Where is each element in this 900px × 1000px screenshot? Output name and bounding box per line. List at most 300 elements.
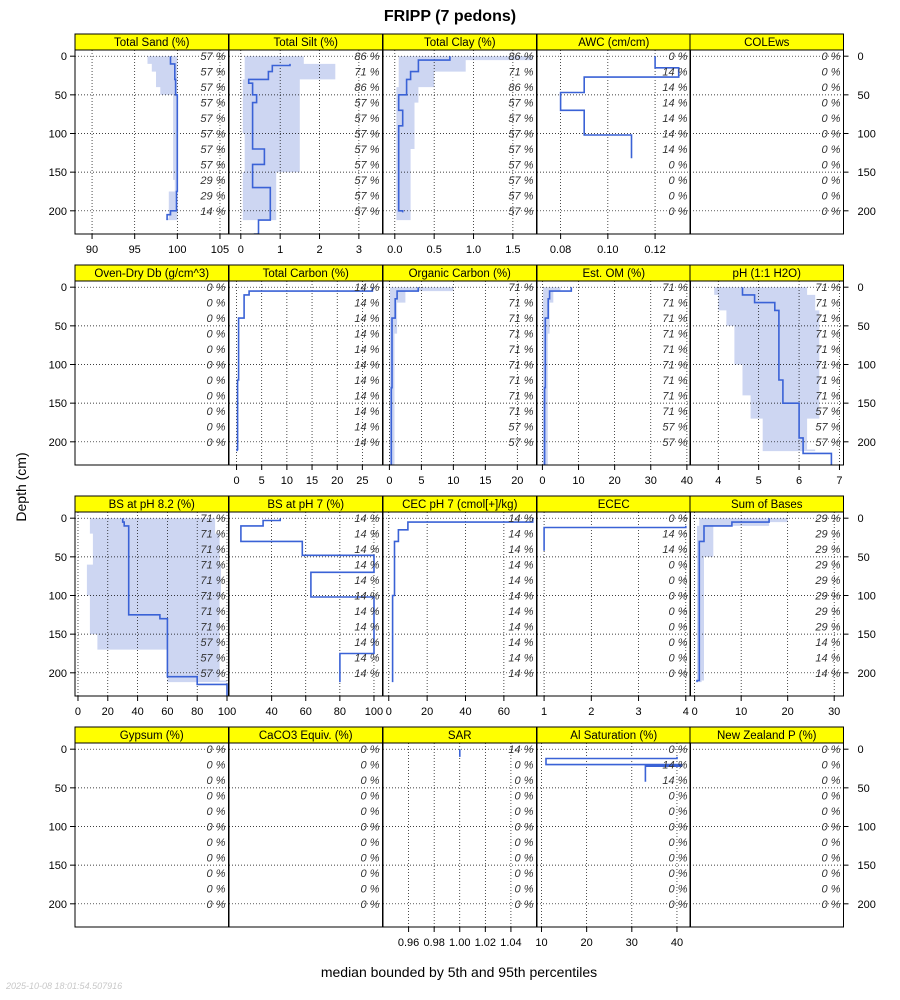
x-tick-label: 5 (258, 475, 265, 487)
y-tick-label: 200 (48, 436, 67, 449)
x-tick-label: 1.00 (449, 937, 471, 949)
pct-label: 0 % (360, 744, 380, 757)
pct-label: 0 % (206, 297, 226, 310)
pct-label: 29 % (200, 190, 226, 203)
pct-label: 0 % (206, 852, 226, 865)
panel-oven-dry-db (49, 265, 229, 465)
pct-label: 57 % (200, 143, 226, 156)
pct-label: 57 % (815, 405, 841, 418)
pct-label: 71 % (815, 390, 841, 403)
pct-label: 71 % (815, 313, 841, 326)
pct-label: 0 % (668, 898, 688, 911)
pct-label: 0 % (821, 128, 841, 141)
pct-label: 57 % (662, 436, 688, 449)
y-tick-label: 150 (48, 629, 67, 642)
pct-label: 57 % (200, 113, 226, 126)
pct-label: 57 % (200, 667, 226, 680)
x-tick-label: 20 (608, 475, 621, 487)
pct-label: 0 % (206, 405, 226, 418)
pct-label: 0 % (668, 159, 688, 172)
x-tick-label: 0 (74, 706, 82, 718)
pct-label: 29 % (815, 513, 841, 526)
x-tick-label: 30 (625, 937, 638, 949)
pct-label: 0 % (668, 51, 688, 64)
pct-label: 29 % (815, 605, 841, 618)
pct-label: 14 % (508, 621, 534, 634)
panel-gypsum (49, 727, 229, 927)
pct-label: 57 % (200, 66, 226, 79)
y-tick-label: 100 (48, 590, 67, 603)
pct-label: 0 % (206, 898, 226, 911)
y-tick-label: 100 (857, 590, 876, 603)
pct-label: 57 % (354, 159, 380, 172)
x-tick-label: 90 (85, 244, 99, 256)
pct-label: 57 % (508, 174, 534, 187)
x-tick-label: 0.5 (426, 244, 442, 256)
pct-label: 71 % (662, 297, 688, 310)
pct-label: 57 % (508, 113, 534, 126)
panel-frame (690, 743, 844, 927)
y-tick-label: 50 (54, 551, 67, 564)
pct-label: 0 % (514, 821, 534, 834)
x-tick-label: 105 (210, 244, 230, 256)
pct-label: 29 % (815, 544, 841, 557)
pct-label: 0 % (821, 143, 841, 156)
y-tick-label: 150 (857, 167, 876, 180)
x-tick-label: 5 (755, 475, 762, 487)
pct-label: 57 % (354, 143, 380, 156)
pct-label: 71 % (200, 559, 226, 572)
y-axis-label: Depth (cm) (13, 452, 29, 522)
x-axis-label: median bounded by 5th and 95th percentiles (320, 964, 598, 980)
panel-colews (690, 34, 876, 234)
pct-label: 0 % (668, 174, 688, 187)
pct-label: 0 % (821, 190, 841, 203)
strip-label: Total Silt (%) (273, 37, 339, 49)
x-tick-label: 15 (305, 475, 319, 487)
panel-awc (537, 34, 691, 256)
percentile-band (148, 56, 178, 220)
strip-label: Est. OM (%) (582, 268, 646, 280)
pct-label: 71 % (662, 313, 688, 326)
strip-label: Total Clay (%) (423, 37, 496, 49)
pct-label: 0 % (514, 867, 534, 880)
panel-total-clay (383, 34, 537, 256)
timestamp: 2025-10-08 18:01:54.507916 (6, 981, 123, 991)
y-tick-label: 150 (857, 629, 876, 642)
pct-label: 57 % (508, 205, 534, 218)
y-tick-label: 0 (857, 744, 864, 757)
y-tick-label: 150 (48, 860, 67, 873)
pct-label: 14 % (200, 205, 226, 218)
pct-label: 14 % (508, 513, 534, 526)
x-tick-label: 95 (128, 244, 141, 256)
x-tick-label: 0.12 (644, 244, 666, 256)
strip-label: AWC (cm/cm) (578, 37, 650, 49)
pct-label: 14 % (354, 559, 380, 572)
x-tick-label: 20 (580, 937, 593, 949)
pct-label: 14 % (815, 636, 841, 649)
y-tick-label: 0 (60, 744, 67, 757)
pct-label: 71 % (815, 328, 841, 341)
panel-frame (75, 743, 229, 927)
pct-label: 0 % (206, 867, 226, 880)
strip-label: Gypsum (%) (119, 730, 184, 742)
pct-label: 57 % (508, 143, 534, 156)
pct-label: 0 % (206, 359, 226, 372)
pct-label: 14 % (354, 544, 380, 557)
pct-label: 0 % (206, 344, 226, 357)
pct-label: 0 % (821, 174, 841, 187)
pct-label: 0 % (668, 205, 688, 218)
pct-label: 71 % (815, 374, 841, 387)
pct-label: 71 % (508, 405, 534, 418)
pct-label: 0 % (668, 652, 688, 665)
strip-label: CEC pH 7 (cmol[+]/kg) (402, 499, 518, 511)
pct-label: 0 % (668, 667, 688, 680)
x-tick-label: 0 (385, 706, 392, 718)
panel-new-zealand-p (690, 727, 876, 927)
pct-label: 0 % (821, 205, 841, 218)
x-tick-label: 25 (356, 475, 369, 487)
x-tick-label: 60 (299, 706, 312, 718)
pct-label: 57 % (200, 82, 226, 95)
pct-label: 0 % (514, 898, 534, 911)
x-tick-label: 100 (168, 244, 187, 256)
pct-label: 0 % (668, 867, 688, 880)
pct-label: 14 % (815, 652, 841, 665)
pct-label: 14 % (815, 667, 841, 680)
pct-label: 0 % (821, 821, 841, 834)
panel-ecec (537, 496, 691, 718)
pct-label: 0 % (821, 66, 841, 79)
pct-label: 0 % (514, 775, 534, 788)
panel-caco3 (229, 727, 383, 927)
x-tick-label: 4 (715, 475, 722, 487)
pct-label: 0 % (206, 806, 226, 819)
y-tick-label: 200 (857, 436, 876, 449)
pct-label: 14 % (662, 759, 688, 772)
pct-label: 0 % (360, 883, 380, 896)
y-tick-label: 200 (857, 205, 876, 218)
pct-label: 0 % (821, 898, 841, 911)
pct-label: 0 % (360, 836, 380, 849)
x-tick-label: 0 (539, 475, 546, 487)
pct-label: 29 % (815, 621, 841, 634)
pct-label: 0 % (206, 821, 226, 834)
pct-label: 0 % (206, 836, 226, 849)
x-tick-label: 1 (541, 706, 548, 718)
y-tick-label: 150 (48, 167, 67, 180)
pct-label: 57 % (508, 159, 534, 172)
pct-label: 0 % (821, 82, 841, 95)
median-line (546, 757, 682, 782)
x-tick-label: 10 (572, 475, 585, 487)
pct-label: 0 % (206, 374, 226, 387)
pct-label: 14 % (508, 590, 534, 603)
pct-label: 0 % (668, 621, 688, 634)
pct-label: 57 % (354, 205, 380, 218)
panel-frame (75, 281, 229, 465)
x-tick-label: 80 (191, 706, 204, 718)
pct-label: 14 % (508, 744, 534, 757)
y-tick-label: 150 (857, 860, 876, 873)
pct-label: 0 % (821, 775, 841, 788)
pct-label: 71 % (508, 328, 534, 341)
pct-label: 71 % (508, 282, 534, 295)
pct-label: 0 % (668, 744, 688, 757)
pct-label: 0 % (206, 421, 226, 434)
strip-label: Al Saturation (%) (570, 730, 658, 742)
panel-bs-ph82 (49, 496, 237, 718)
pct-label: 0 % (360, 898, 380, 911)
pct-label: 71 % (662, 328, 688, 341)
pct-label: 0 % (668, 513, 688, 526)
pct-label: 0 % (821, 744, 841, 757)
pct-label: 57 % (200, 51, 226, 64)
x-tick-label: 60 (161, 706, 174, 718)
pct-label: 29 % (815, 575, 841, 588)
x-tick-label: 15 (479, 475, 492, 487)
x-tick-label: 20 (101, 706, 114, 718)
pct-label: 0 % (360, 852, 380, 865)
strip-label: BS at pH 8.2 (%) (108, 499, 195, 511)
pct-label: 86 % (508, 51, 534, 64)
x-tick-label: 0.96 (397, 937, 420, 949)
pct-label: 71 % (815, 344, 841, 357)
pct-label: 0 % (668, 790, 688, 803)
x-tick-label: 3 (355, 244, 362, 256)
y-tick-label: 200 (48, 667, 67, 680)
strip-label: CaCO3 Equiv. (%) (258, 730, 353, 742)
strip-label: ECEC (597, 499, 630, 511)
y-tick-label: 0 (857, 51, 864, 64)
pct-label: 0 % (668, 590, 688, 603)
pct-label: 71 % (815, 297, 841, 310)
x-tick-label: 40 (680, 475, 694, 487)
pct-label: 0 % (514, 759, 534, 772)
pct-label: 0 % (668, 821, 688, 834)
pct-label: 0 % (514, 806, 534, 819)
pct-label: 29 % (815, 528, 841, 541)
pct-label: 57 % (354, 174, 380, 187)
x-tick-label: 20 (511, 475, 524, 487)
pct-label: 71 % (662, 390, 688, 403)
pct-label: 0 % (821, 97, 841, 110)
pct-label: 57 % (200, 636, 226, 649)
pct-label: 14 % (508, 559, 534, 572)
pct-label: 14 % (354, 575, 380, 588)
x-tick-label: 4 (682, 706, 689, 718)
x-tick-label: 1.0 (465, 244, 482, 256)
y-tick-label: 50 (54, 320, 67, 333)
pct-label: 14 % (354, 421, 380, 434)
x-tick-label: 2 (588, 706, 595, 718)
y-tick-label: 0 (60, 282, 67, 295)
x-tick-label: 40 (459, 706, 472, 718)
pct-label: 57 % (815, 436, 841, 449)
pct-label: 14 % (662, 113, 688, 126)
strip-label: Total Carbon (%) (262, 268, 349, 280)
y-tick-label: 200 (48, 205, 67, 218)
y-tick-label: 50 (857, 782, 870, 795)
pct-label: 0 % (514, 852, 534, 865)
pct-label: 0 % (206, 313, 226, 326)
pct-label: 71 % (200, 544, 226, 557)
pct-label: 14 % (354, 605, 380, 618)
y-tick-label: 0 (857, 513, 864, 526)
pct-label: 71 % (200, 528, 226, 541)
pct-label: 0 % (821, 806, 841, 819)
panel-al-saturation (535, 727, 690, 949)
pct-label: 0 % (360, 867, 380, 880)
pct-label: 14 % (354, 528, 380, 541)
panel-ph (690, 265, 876, 487)
x-tick-label: 10 (280, 475, 294, 487)
pct-label: 14 % (354, 636, 380, 649)
pct-label: 14 % (354, 282, 380, 295)
chart-title: FRIPP (7 pedons) (383, 8, 517, 25)
median-line (544, 287, 571, 466)
pct-label: 71 % (508, 313, 534, 326)
pct-label: 0 % (514, 883, 534, 896)
pct-label: 57 % (200, 128, 226, 141)
y-tick-label: 200 (48, 898, 67, 911)
x-tick-label: 2 (316, 244, 323, 256)
pct-label: 14 % (354, 374, 380, 387)
pct-label: 29 % (815, 559, 841, 572)
pct-label: 57 % (200, 97, 226, 110)
pct-label: 71 % (508, 374, 534, 387)
pct-label: 0 % (821, 113, 841, 126)
pct-label: 0 % (668, 636, 688, 649)
y-tick-label: 150 (48, 398, 67, 411)
y-tick-label: 0 (60, 51, 67, 64)
pct-label: 0 % (206, 436, 226, 449)
pct-label: 57 % (508, 97, 534, 110)
pct-label: 71 % (662, 374, 688, 387)
x-tick-label: 0.98 (423, 937, 445, 949)
pct-label: 0 % (360, 759, 380, 772)
pct-label: 0 % (821, 852, 841, 865)
pct-label: 71 % (200, 575, 226, 588)
y-tick-label: 100 (857, 128, 876, 141)
y-tick-label: 100 (48, 359, 67, 372)
panel-frame (690, 50, 844, 234)
x-tick-label: 0 (233, 475, 240, 487)
pct-label: 86 % (354, 82, 380, 95)
pct-label: 57 % (508, 421, 534, 434)
pct-label: 0 % (821, 790, 841, 803)
pct-label: 14 % (354, 436, 380, 449)
pct-label: 0 % (668, 883, 688, 896)
x-tick-label: 0 (386, 475, 393, 487)
pct-label: 0 % (514, 790, 534, 803)
pct-label: 71 % (508, 66, 534, 79)
strip-label: SAR (447, 730, 472, 742)
pct-label: 71 % (815, 359, 841, 372)
pct-label: 71 % (662, 405, 688, 418)
x-tick-label: 3 (635, 706, 642, 718)
pct-label: 57 % (200, 652, 226, 665)
panel-grid (49, 34, 876, 949)
pct-label: 57 % (354, 97, 380, 110)
x-tick-label: 10 (535, 937, 548, 949)
strip-label: COLEws (744, 37, 790, 49)
strip-label: Sum of Bases (730, 499, 803, 511)
pct-label: 14 % (354, 328, 380, 341)
pct-label: 14 % (354, 297, 380, 310)
y-tick-label: 150 (857, 398, 876, 411)
strip-label: pH (1:1 H2O) (732, 268, 801, 280)
pct-label: 71 % (200, 590, 226, 603)
median-line (561, 56, 679, 158)
pct-label: 57 % (354, 190, 380, 203)
y-tick-label: 100 (857, 359, 876, 372)
x-tick-label: 0.0 (387, 244, 403, 256)
y-tick-label: 50 (857, 320, 870, 333)
pct-label: 14 % (662, 544, 688, 557)
pct-label: 0 % (821, 159, 841, 172)
pct-label: 14 % (508, 667, 534, 680)
pct-label: 0 % (668, 190, 688, 203)
x-tick-label: 10 (735, 706, 748, 718)
pct-label: 14 % (662, 528, 688, 541)
strip-label: Oven-Dry Db (g/cm^3) (94, 268, 210, 280)
x-tick-label: 60 (497, 706, 511, 718)
strip-label: BS at pH 7 (%) (267, 499, 345, 511)
x-tick-label: 0.10 (597, 244, 619, 256)
pct-label: 0 % (668, 836, 688, 849)
pct-label: 71 % (662, 344, 688, 357)
pct-label: 14 % (354, 405, 380, 418)
x-tick-label: 10 (447, 475, 460, 487)
pct-label: 14 % (354, 621, 380, 634)
pct-label: 71 % (508, 390, 534, 403)
pct-label: 14 % (354, 590, 380, 603)
pct-label: 71 % (662, 359, 688, 372)
pct-label: 14 % (354, 667, 380, 680)
panel-sar (383, 727, 537, 949)
pct-label: 57 % (508, 436, 534, 449)
x-tick-label: 0.08 (549, 244, 572, 256)
pct-label: 14 % (354, 652, 380, 665)
pct-label: 86 % (508, 82, 534, 95)
x-tick-label: 0 (237, 244, 244, 256)
x-tick-label: 80 (333, 706, 346, 718)
pct-label: 14 % (662, 97, 688, 110)
pct-label: 57 % (354, 128, 380, 141)
x-tick-label: 40 (265, 706, 278, 718)
x-tick-label: 1 (277, 244, 284, 256)
pct-label: 14 % (508, 575, 534, 588)
pct-label: 71 % (815, 282, 841, 295)
y-tick-label: 100 (857, 821, 876, 834)
pct-label: 0 % (668, 575, 688, 588)
panel-total-silt (229, 34, 383, 256)
pct-label: 14 % (662, 128, 688, 141)
pct-label: 14 % (508, 636, 534, 649)
pct-label: 71 % (200, 513, 226, 526)
pct-label: 29 % (200, 174, 226, 187)
x-tick-label: 40 (670, 937, 684, 949)
pct-label: 57 % (508, 190, 534, 203)
y-tick-label: 0 (857, 282, 864, 295)
pct-label: 57 % (815, 421, 841, 434)
pct-label: 0 % (206, 790, 226, 803)
x-tick-label: 20 (421, 706, 434, 718)
x-tick-label: 0 (691, 706, 698, 718)
